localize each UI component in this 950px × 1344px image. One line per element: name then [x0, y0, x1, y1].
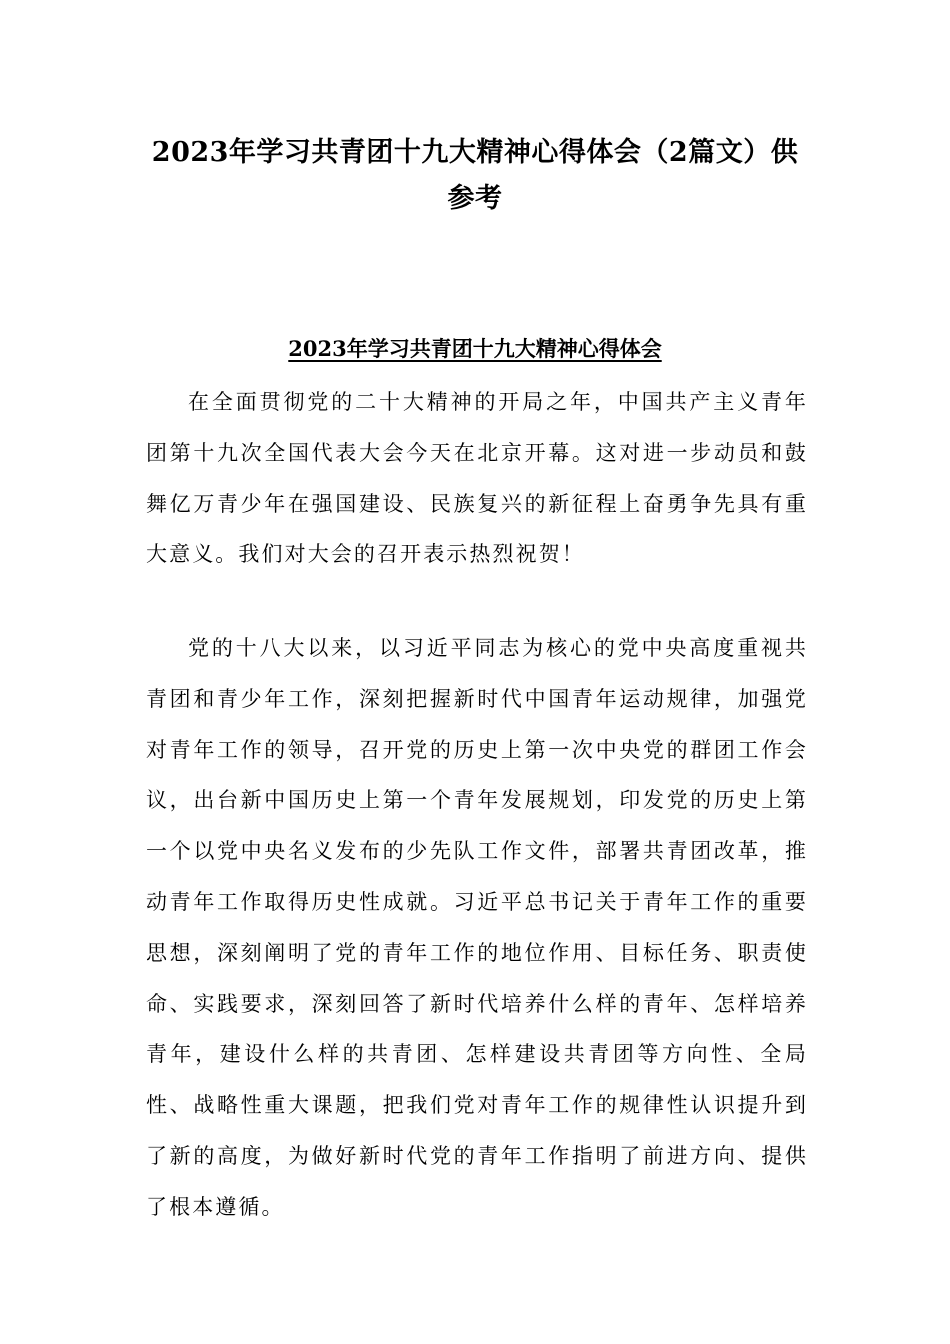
article-title: 2023年学习共青团十九大精神心得体会 [288, 336, 662, 361]
body-paragraph-1: 在全面贯彻党的二十大精神的开局之年，中国共产主义青年团第十九次全国代表大会今天在北京开幕。这对进一步动员和鼓舞亿万青少年在强国建设、民族复兴的新征程上奋勇争先具有重大意义。我们对大会的召开表示热烈祝贺！ [146, 390, 808, 567]
body-paragraph-2: 党的十八大以来，以习近平同志为核心的党中央高度重视共青团和青少年工作，深刻把握新时代中国青年运动规律，加强党对青年工作的领导，召开党的历史上第一次中央党的群团工作会议，出台新中国历史上第一个青年发展规划，印发党的历史上第一个以党中央名义发布的少先队工作文件，部署共青团改革，推动青年工作取得历史性成就。习近平总书记关于青年工作的重要思想，深刻阐明了党的青年工作的地位作用、目标任务、职责使命、实践要求，深刻回答了新时代培养什么样的青年、怎样培养青年，建设什么样的共青团、怎样建设共青团等方向性、全局性、战略性重大课题，把我们党对青年工作的规律性认识提升到了新的高度，为做好新时代党的青年工作指明了前进方向、提供了根本遵循。 [146, 636, 808, 1219]
document-title: 2023年学习共青团十九大精神心得体会（2篇文）供参考 [151, 137, 799, 214]
